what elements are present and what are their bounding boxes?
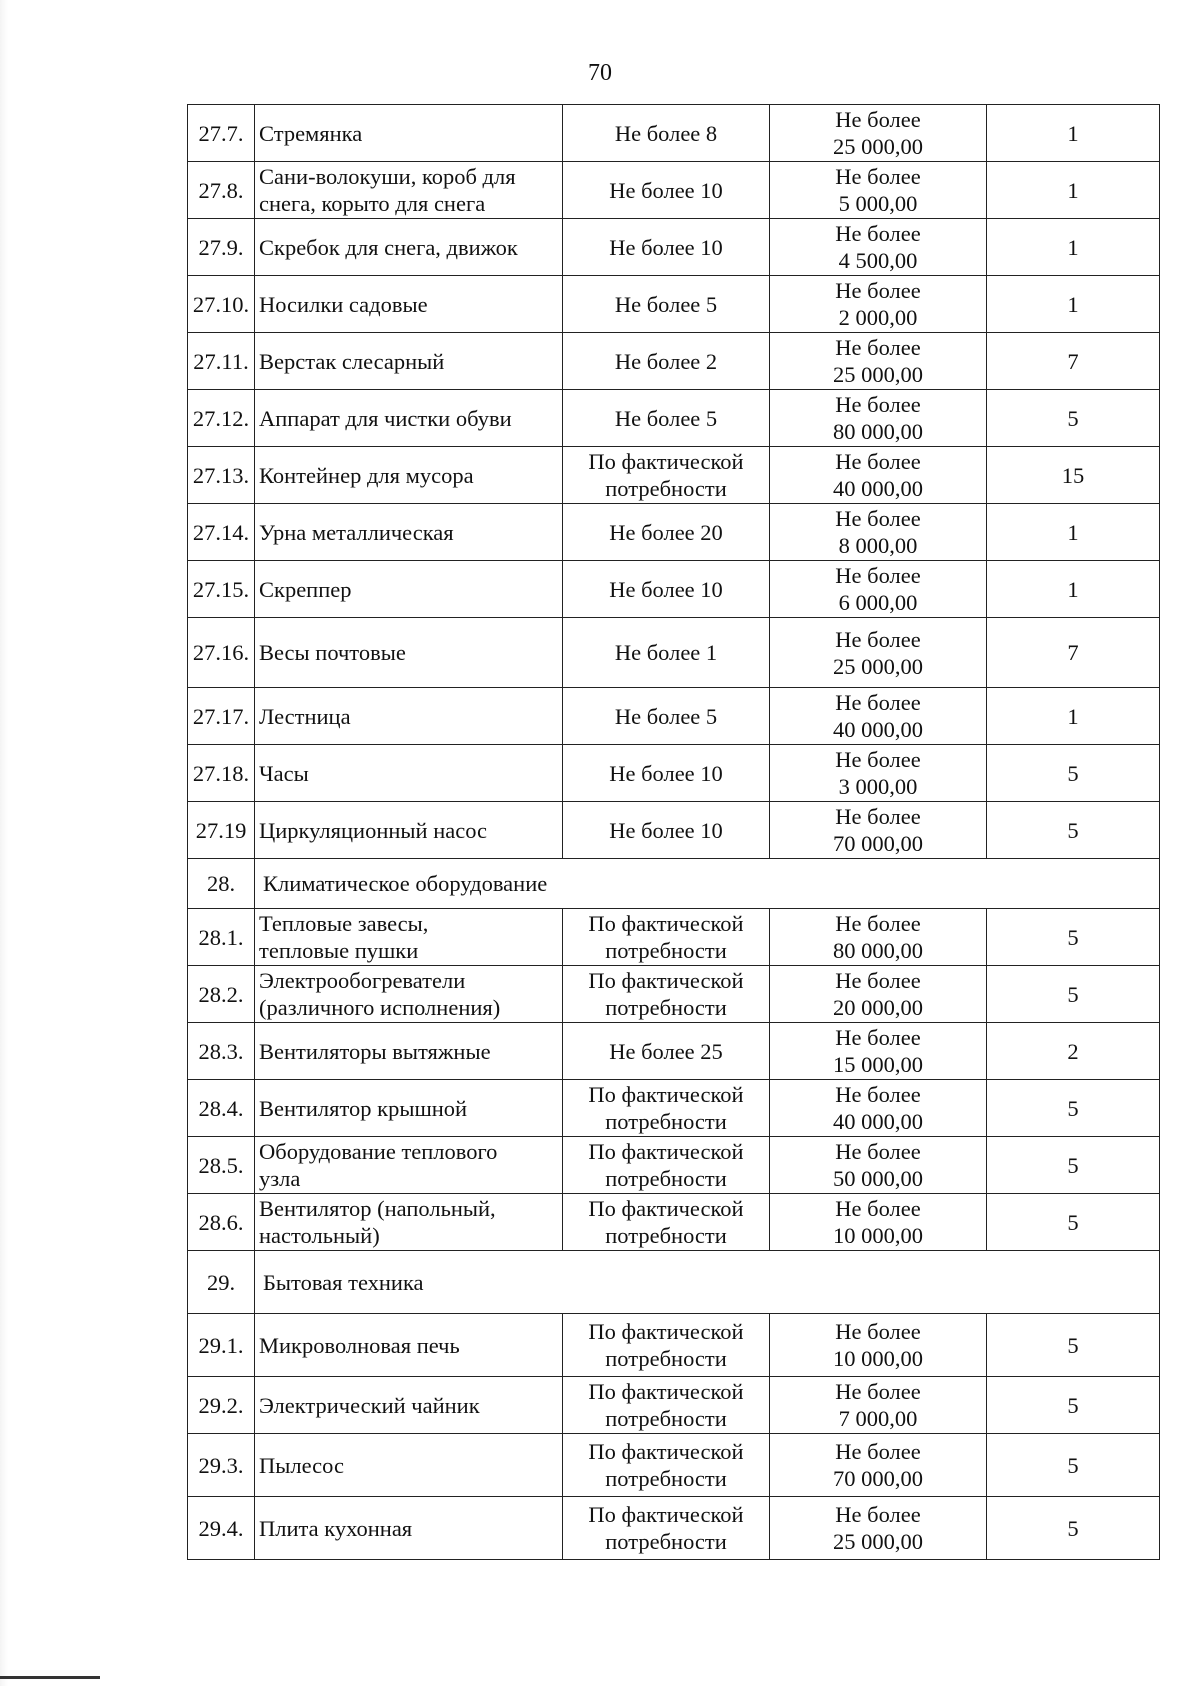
item-price bbox=[770, 561, 987, 618]
item-price bbox=[770, 504, 987, 561]
scan-bottom-mark bbox=[0, 1676, 100, 1679]
table-row bbox=[188, 802, 1160, 859]
item-name-line: Контейнер для мусора bbox=[259, 462, 474, 488]
item-price-line: Не более bbox=[835, 278, 921, 303]
item-service-years: 1 bbox=[987, 105, 1160, 162]
item-price-line: 40 000,00 bbox=[833, 476, 923, 501]
section-title: Бытовая техника bbox=[255, 1251, 1160, 1314]
row-number: 27.15. bbox=[188, 561, 255, 618]
item-name-line: Электрический чайник bbox=[259, 1392, 480, 1418]
item-price bbox=[770, 390, 987, 447]
item-service-years: 5 bbox=[987, 802, 1160, 859]
row-number: 28.6. bbox=[188, 1194, 255, 1251]
table-row bbox=[188, 1080, 1160, 1137]
item-quantity-line: потребности bbox=[605, 938, 727, 963]
item-quantity bbox=[563, 333, 770, 390]
item-quantity-line: По фактической bbox=[588, 1502, 744, 1527]
item-price-line: Не более bbox=[835, 221, 921, 246]
row-number: 27.7. bbox=[188, 105, 255, 162]
item-quantity bbox=[563, 219, 770, 276]
item-price-line: Не более bbox=[835, 1319, 921, 1344]
section-row bbox=[188, 859, 1160, 909]
item-quantity-line: потребности bbox=[605, 1346, 727, 1371]
item-name bbox=[255, 618, 563, 688]
table-row bbox=[188, 561, 1160, 618]
item-service-years: 5 bbox=[987, 1314, 1160, 1377]
table-row bbox=[188, 447, 1160, 504]
item-name-line: Скреппер bbox=[259, 576, 352, 602]
table-row bbox=[188, 504, 1160, 561]
row-number: 27.10. bbox=[188, 276, 255, 333]
row-number: 28.2. bbox=[188, 966, 255, 1023]
item-price-line: Не более bbox=[835, 690, 921, 715]
item-service-years: 5 bbox=[987, 909, 1160, 966]
item-price bbox=[770, 688, 987, 745]
item-price-line: 80 000,00 bbox=[833, 419, 923, 444]
item-quantity-line: Не более 8 bbox=[614, 120, 718, 146]
item-price bbox=[770, 1194, 987, 1251]
item-name bbox=[255, 504, 563, 561]
item-quantity bbox=[563, 802, 770, 859]
item-name-line: снега, корыто для снега bbox=[259, 191, 486, 216]
item-name-line: Плита кухонная bbox=[259, 1515, 413, 1541]
table-row bbox=[188, 966, 1160, 1023]
item-price-line: Не более bbox=[835, 804, 921, 829]
item-quantity bbox=[563, 745, 770, 802]
row-number: 27.14. bbox=[188, 504, 255, 561]
row-number: 28.4. bbox=[188, 1080, 255, 1137]
item-price-line: Не более bbox=[835, 1196, 921, 1221]
item-price bbox=[770, 162, 987, 219]
item-quantity-line: По фактической bbox=[588, 1139, 744, 1164]
scan-edge-shadow bbox=[0, 0, 8, 1686]
item-price bbox=[770, 1434, 987, 1497]
item-price-line: Не более bbox=[835, 506, 921, 531]
item-price bbox=[770, 802, 987, 859]
item-quantity bbox=[563, 1314, 770, 1377]
item-name bbox=[255, 1377, 563, 1434]
table-row bbox=[188, 1314, 1160, 1377]
row-number: 29.1. bbox=[188, 1314, 255, 1377]
table-row bbox=[188, 1377, 1160, 1434]
item-price-line: Не более bbox=[835, 107, 921, 132]
table-row bbox=[188, 688, 1160, 745]
item-price-line: 15 000,00 bbox=[833, 1052, 923, 1077]
item-quantity-line: По фактической bbox=[588, 968, 744, 993]
item-service-years: 2 bbox=[987, 1023, 1160, 1080]
item-quantity bbox=[563, 276, 770, 333]
item-quantity bbox=[563, 1497, 770, 1560]
item-name bbox=[255, 1497, 563, 1560]
item-price-line: Не более bbox=[835, 1139, 921, 1164]
item-price-line: 70 000,00 bbox=[833, 1466, 923, 1491]
row-number: 28. bbox=[188, 859, 255, 909]
item-price-line: 3 000,00 bbox=[838, 774, 918, 799]
item-price-line: 5 000,00 bbox=[838, 191, 918, 216]
item-quantity bbox=[563, 447, 770, 504]
item-quantity-line: Не более 10 bbox=[609, 817, 723, 843]
item-quantity-line: потребности bbox=[605, 1406, 727, 1431]
item-name-line: Электрообогреватели bbox=[259, 968, 466, 993]
row-number: 29. bbox=[188, 1251, 255, 1314]
item-service-years: 5 bbox=[987, 390, 1160, 447]
item-name-line: Сани-волокуши, короб для bbox=[259, 164, 516, 189]
item-price-line: Не более bbox=[835, 626, 921, 652]
item-price-line: Не более bbox=[835, 1379, 921, 1404]
item-price bbox=[770, 1377, 987, 1434]
item-name-line: Носилки садовые bbox=[259, 291, 428, 317]
row-number: 28.5. bbox=[188, 1137, 255, 1194]
item-price-line: Не более bbox=[835, 392, 921, 417]
item-quantity-line: потребности bbox=[605, 995, 727, 1020]
item-price-line: 10 000,00 bbox=[833, 1346, 923, 1371]
item-quantity bbox=[563, 162, 770, 219]
table-row bbox=[188, 745, 1160, 802]
row-number: 29.3. bbox=[188, 1434, 255, 1497]
equipment-table bbox=[187, 104, 1160, 1560]
item-price-line: Не более bbox=[835, 911, 921, 936]
item-quantity-line: потребности bbox=[605, 476, 727, 501]
item-name bbox=[255, 909, 563, 966]
item-name-line: Весы почтовые bbox=[259, 640, 406, 665]
item-quantity bbox=[563, 504, 770, 561]
item-name bbox=[255, 1434, 563, 1497]
item-price-line: 25 000,00 bbox=[833, 1529, 923, 1554]
table-body bbox=[188, 105, 1160, 1560]
item-price-line: 25 000,00 bbox=[833, 134, 923, 159]
item-service-years: 1 bbox=[987, 276, 1160, 333]
item-quantity-line: Не более 1 bbox=[614, 640, 718, 665]
item-price bbox=[770, 447, 987, 504]
table-row bbox=[188, 1497, 1160, 1560]
row-number: 27.18. bbox=[188, 745, 255, 802]
row-number: 28.3. bbox=[188, 1023, 255, 1080]
item-service-years: 5 bbox=[987, 745, 1160, 802]
item-price-line: 80 000,00 bbox=[833, 938, 923, 963]
item-name bbox=[255, 966, 563, 1023]
item-name bbox=[255, 1080, 563, 1137]
item-service-years: 5 bbox=[987, 966, 1160, 1023]
item-price bbox=[770, 1080, 987, 1137]
section-title: Климатическое оборудование bbox=[255, 859, 1160, 909]
table-row bbox=[188, 333, 1160, 390]
item-price bbox=[770, 1497, 987, 1560]
item-price-line: Не более bbox=[835, 449, 921, 474]
item-name bbox=[255, 219, 563, 276]
item-price-line: 10 000,00 bbox=[833, 1223, 923, 1248]
item-price-line: 40 000,00 bbox=[833, 717, 923, 742]
item-name bbox=[255, 561, 563, 618]
item-price-line: 7 000,00 bbox=[838, 1406, 918, 1431]
item-price bbox=[770, 966, 987, 1023]
item-price-line: Не более bbox=[835, 747, 921, 772]
item-price-line: 70 000,00 bbox=[833, 831, 923, 856]
item-quantity bbox=[563, 1377, 770, 1434]
item-quantity bbox=[563, 1080, 770, 1137]
item-name-line: Циркуляционный насос bbox=[259, 817, 487, 843]
item-name bbox=[255, 390, 563, 447]
item-name bbox=[255, 1137, 563, 1194]
item-service-years: 1 bbox=[987, 504, 1160, 561]
item-price-line: 20 000,00 bbox=[833, 995, 923, 1020]
item-quantity-line: По фактической bbox=[588, 449, 744, 474]
item-price-line: Не более bbox=[835, 1025, 921, 1050]
item-quantity-line: потребности bbox=[605, 1466, 727, 1491]
item-quantity bbox=[563, 909, 770, 966]
item-name-line: Пылесос bbox=[259, 1452, 344, 1478]
row-number: 27.13. bbox=[188, 447, 255, 504]
item-service-years: 7 bbox=[987, 333, 1160, 390]
row-number: 28.1. bbox=[188, 909, 255, 966]
item-name-line: Оборудование теплового bbox=[259, 1139, 498, 1164]
item-price bbox=[770, 333, 987, 390]
item-name bbox=[255, 745, 563, 802]
item-name-line: Лестница bbox=[259, 703, 351, 729]
item-name bbox=[255, 162, 563, 219]
item-quantity-line: потребности bbox=[605, 1223, 727, 1248]
row-number: 29.4. bbox=[188, 1497, 255, 1560]
table-row bbox=[188, 219, 1160, 276]
item-name-line: Вентилятор (напольный, bbox=[259, 1196, 496, 1221]
item-quantity bbox=[563, 390, 770, 447]
item-quantity-line: Не более 10 bbox=[609, 177, 723, 203]
item-price-line: Не более bbox=[835, 563, 921, 588]
item-price-line: 25 000,00 bbox=[833, 653, 923, 679]
item-price-line: 2 000,00 bbox=[838, 305, 918, 330]
item-price bbox=[770, 105, 987, 162]
item-name-line: Вентиляторы вытяжные bbox=[259, 1038, 491, 1064]
item-quantity-line: По фактической bbox=[588, 1196, 744, 1221]
row-number: 29.2. bbox=[188, 1377, 255, 1434]
item-quantity-line: Не более 10 bbox=[609, 234, 723, 260]
item-name-line: Микроволновая печь bbox=[259, 1332, 460, 1358]
item-quantity bbox=[563, 561, 770, 618]
item-price bbox=[770, 909, 987, 966]
item-quantity-line: Не более 20 bbox=[609, 519, 723, 545]
item-price-line: 6 000,00 bbox=[838, 590, 918, 615]
table-row bbox=[188, 618, 1160, 688]
table-row bbox=[188, 390, 1160, 447]
item-quantity bbox=[563, 105, 770, 162]
item-quantity bbox=[563, 1023, 770, 1080]
item-service-years: 5 bbox=[987, 1377, 1160, 1434]
item-quantity bbox=[563, 1194, 770, 1251]
item-name bbox=[255, 802, 563, 859]
item-service-years: 5 bbox=[987, 1137, 1160, 1194]
item-name-line: настольный) bbox=[259, 1223, 380, 1248]
item-name-line: Верстак слесарный bbox=[259, 348, 445, 374]
item-quantity-line: По фактической bbox=[588, 1439, 744, 1464]
item-name-line: Тепловые завесы, bbox=[259, 911, 429, 936]
item-name bbox=[255, 688, 563, 745]
item-price-line: Не более bbox=[835, 968, 921, 993]
row-number: 27.11. bbox=[188, 333, 255, 390]
row-number: 27.8. bbox=[188, 162, 255, 219]
table-row bbox=[188, 909, 1160, 966]
item-price-line: 4 500,00 bbox=[838, 248, 918, 273]
item-price-line: 8 000,00 bbox=[838, 533, 918, 558]
item-quantity-line: Не более 2 bbox=[614, 348, 718, 374]
item-quantity-line: потребности bbox=[605, 1109, 727, 1134]
item-service-years: 15 bbox=[987, 447, 1160, 504]
table-row bbox=[188, 1434, 1160, 1497]
item-price-line: Не более bbox=[835, 1439, 921, 1464]
table-row bbox=[188, 1137, 1160, 1194]
table-row bbox=[188, 276, 1160, 333]
item-price-line: 40 000,00 bbox=[833, 1109, 923, 1134]
row-number: 27.19 bbox=[188, 802, 255, 859]
table-row bbox=[188, 1023, 1160, 1080]
item-quantity-line: Не более 5 bbox=[614, 703, 718, 729]
item-quantity-line: По фактической bbox=[588, 1319, 744, 1344]
item-service-years: 5 bbox=[987, 1194, 1160, 1251]
item-price-line: Не более bbox=[835, 1502, 921, 1527]
item-quantity bbox=[563, 1137, 770, 1194]
item-service-years: 1 bbox=[987, 561, 1160, 618]
item-name-line: Аппарат для чистки обуви bbox=[259, 405, 512, 431]
item-price bbox=[770, 1314, 987, 1377]
item-service-years: 1 bbox=[987, 688, 1160, 745]
item-service-years: 1 bbox=[987, 162, 1160, 219]
item-name bbox=[255, 105, 563, 162]
item-name-line: Часы bbox=[259, 760, 309, 786]
item-price bbox=[770, 745, 987, 802]
item-price bbox=[770, 618, 987, 688]
item-name bbox=[255, 276, 563, 333]
item-name-line: тепловые пушки bbox=[259, 938, 419, 963]
item-quantity bbox=[563, 618, 770, 688]
item-service-years: 5 bbox=[987, 1434, 1160, 1497]
table-row bbox=[188, 1194, 1160, 1251]
table-row bbox=[188, 105, 1160, 162]
item-service-years: 1 bbox=[987, 219, 1160, 276]
item-price-line: 25 000,00 bbox=[833, 362, 923, 387]
item-quantity-line: потребности bbox=[605, 1529, 727, 1554]
item-service-years: 7 bbox=[987, 618, 1160, 688]
item-quantity-line: Не более 5 bbox=[614, 291, 718, 317]
item-quantity-line: Не более 10 bbox=[609, 760, 723, 786]
item-name bbox=[255, 1314, 563, 1377]
row-number: 27.12. bbox=[188, 390, 255, 447]
item-price bbox=[770, 276, 987, 333]
item-name-line: узла bbox=[259, 1166, 301, 1191]
section-row bbox=[188, 1251, 1160, 1314]
item-quantity-line: По фактической bbox=[588, 911, 744, 936]
item-quantity-line: потребности bbox=[605, 1166, 727, 1191]
item-name bbox=[255, 447, 563, 504]
item-quantity bbox=[563, 688, 770, 745]
item-price-line: 50 000,00 bbox=[833, 1166, 923, 1191]
item-name-line: Скребок для снега, движок bbox=[259, 234, 518, 260]
item-service-years: 5 bbox=[987, 1497, 1160, 1560]
row-number: 27.9. bbox=[188, 219, 255, 276]
item-quantity-line: Не более 5 bbox=[614, 405, 718, 431]
item-quantity bbox=[563, 966, 770, 1023]
row-number: 27.16. bbox=[188, 618, 255, 688]
item-name-line: Вентилятор крышной bbox=[259, 1095, 468, 1121]
item-quantity-line: По фактической bbox=[588, 1082, 744, 1107]
item-price bbox=[770, 1137, 987, 1194]
row-number: 27.17. bbox=[188, 688, 255, 745]
item-name-line: (различного исполнения) bbox=[259, 995, 501, 1020]
item-quantity bbox=[563, 1434, 770, 1497]
item-price-line: Не более bbox=[835, 1082, 921, 1107]
item-name bbox=[255, 1023, 563, 1080]
table-row bbox=[188, 162, 1160, 219]
item-name bbox=[255, 1194, 563, 1251]
page-number: 70 bbox=[588, 60, 612, 86]
item-quantity-line: Не более 25 bbox=[609, 1038, 723, 1064]
item-quantity-line: Не более 10 bbox=[609, 576, 723, 602]
item-name-line: Стремянка bbox=[259, 120, 363, 146]
item-name bbox=[255, 333, 563, 390]
item-price bbox=[770, 1023, 987, 1080]
item-price-line: Не более bbox=[835, 335, 921, 360]
item-quantity-line: По фактической bbox=[588, 1379, 744, 1404]
item-service-years: 5 bbox=[987, 1080, 1160, 1137]
item-name-line: Урна металлическая bbox=[259, 519, 454, 545]
item-price bbox=[770, 219, 987, 276]
item-price-line: Не более bbox=[835, 164, 921, 189]
